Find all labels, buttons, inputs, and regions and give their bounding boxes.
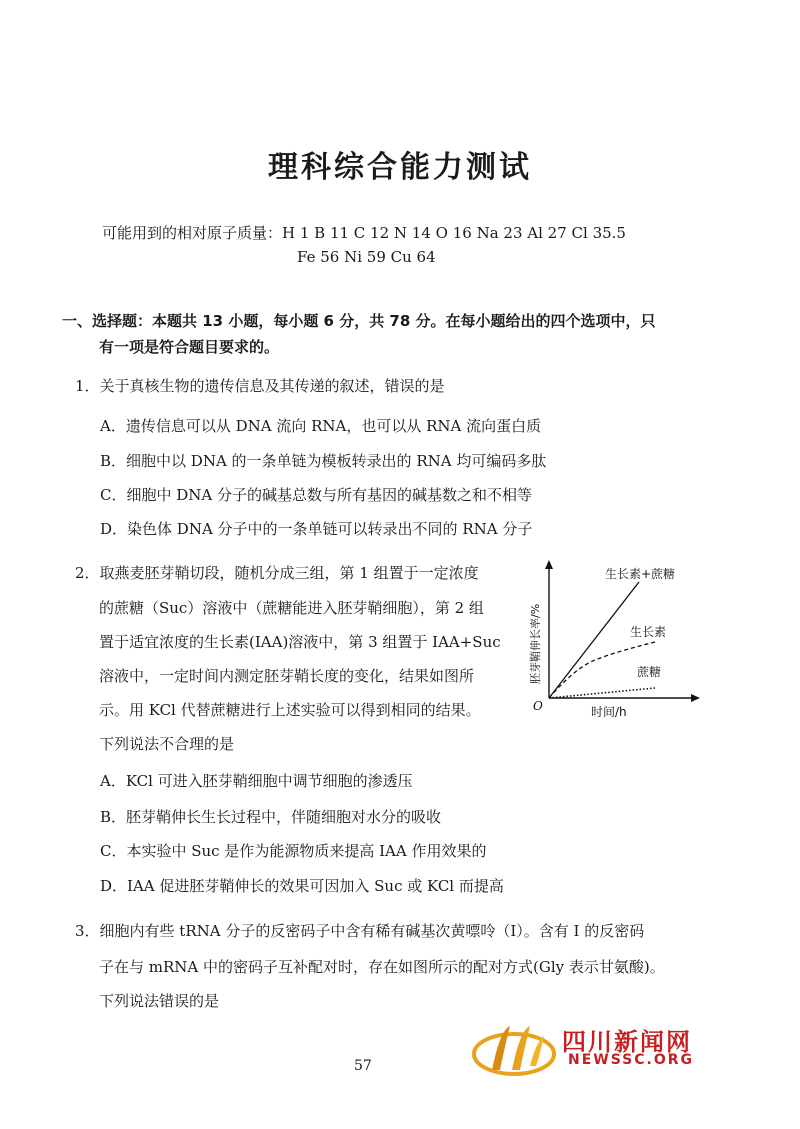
page-number: 57 (354, 1058, 372, 1074)
section-heading-line-1: 一、选择题：本题共 13 小题，每小题 6 分，共 78 分。在每小题给出的四个选项中，只 (62, 312, 656, 330)
figure-y-arrow (545, 560, 553, 569)
question-2-stem-line-5: 示。用 KCl 代替蔗糖进行上述实验可以得到相同的结果。 (99, 701, 481, 719)
watermark-logo-icon (470, 1020, 558, 1080)
question-2-option-d: D．IAA 促进胚芽鞘伸长的效果可因加入 Suc 或 KCl 而提高 (100, 877, 504, 895)
question-2-stem-line-3: 置于适宜浓度的生长素(IAA)溶液中，第 3 组置于 IAA+Suc (99, 633, 501, 651)
question-2-option-b: B．胚芽鞘伸长生长过程中，伴随细胞对水分的吸收 (100, 808, 442, 826)
question-1-option-b: B．细胞中以 DNA 的一条单链为模板转录出的 RNA 均可编码多肽 (100, 452, 547, 470)
question-1-option-d: D．染色体 DNA 分子中的一条单链可以转录出不同的 RNA 分子 (100, 520, 533, 538)
question-3-stem-line-2: 子在与 mRNA 中的密码子互补配对时，存在如图所示的配对方式(Gly 表示甘氨酸)。 (99, 958, 665, 976)
growth-rate-figure (515, 560, 700, 725)
watermark-name: 四川新闻网 (562, 1028, 692, 1056)
series-suc-line (549, 688, 655, 698)
series-iaa-suc-line (549, 582, 639, 698)
atomic-mass-line-1: 可能用到的相对原子质量：H 1 B 11 C 12 N 14 O 16 Na 23 Al 27 Cl 35.5 (102, 224, 626, 242)
question-1-stem: 1．关于真核生物的遗传信息及其传递的叙述，错误的是 (75, 377, 445, 395)
page-title: 理科综合能力测试 (268, 150, 532, 185)
question-1-option-c: C．细胞中 DNA 分子的碱基总数与所有基因的碱基数之和不相等 (100, 486, 532, 504)
watermark-url: NEWSSC.ORG (568, 1052, 695, 1068)
figure-origin-label: O (533, 699, 543, 713)
question-2-stem-line-4: 溶液中，一定时间内测定胚芽鞘长度的变化，结果如图所 (99, 667, 475, 685)
section-heading-line-2: 有一项是符合题目要求的。 (99, 338, 280, 356)
question-2-stem-line-1: 2．取燕麦胚芽鞘切段，随机分成三组，第 1 组置于一定浓度 (75, 564, 479, 582)
question-2-stem-line-6: 下列说法不合理的是 (99, 735, 235, 753)
question-3-stem-line-3: 下列说法错误的是 (99, 992, 220, 1010)
watermark (470, 1020, 720, 1080)
series-label-suc: 蔗糖 (637, 665, 662, 679)
series-label-iaa-suc: 生长素+蔗糖 (605, 567, 676, 581)
question-3-stem-line-1: 3．细胞内有些 tRNA 分子的反密码子中含有稀有碱基次黄嘌呤（I）。含有 I 的反密码 (75, 922, 645, 940)
question-1-option-a: A．遗传信息可以从 DNA 流向 RNA，也可以从 RNA 流向蛋白质 (100, 417, 542, 435)
figure-x-arrow (691, 694, 700, 702)
question-2-option-a: A．KCl 可进入胚芽鞘细胞中调节细胞的渗透压 (100, 772, 413, 790)
question-2-stem-line-2: 的蔗糖（Suc）溶液中（蔗糖能进入胚芽鞘细胞），第 2 组 (99, 599, 484, 617)
series-label-iaa: 生长素 (630, 625, 667, 639)
figure-y-axis-label: 胚芽鞘伸长率/% (529, 603, 542, 684)
question-2-option-c: C．本实验中 Suc 是作为能源物质来提高 IAA 作用效果的 (100, 842, 487, 860)
atomic-mass-line-2: Fe 56 Ni 59 Cu 64 (297, 248, 436, 266)
figure-x-axis-label: 时间/h (591, 705, 627, 719)
